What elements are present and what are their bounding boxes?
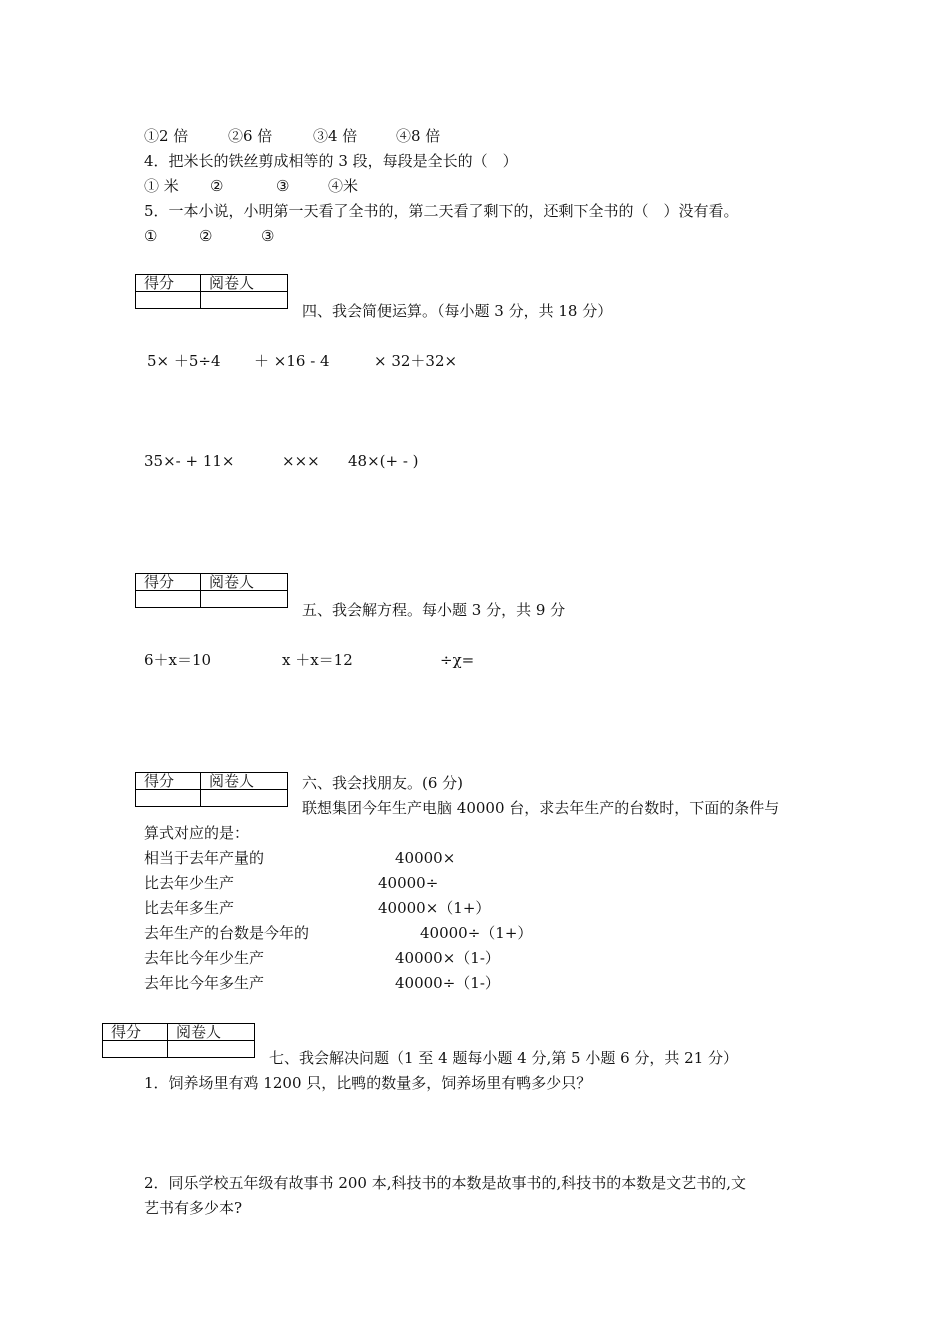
section7-question-1: 1．饲养场里有鸡 1200 只，比鸭的数量多，饲养场里有鸭多少只？ (144, 1074, 592, 1092)
q4-question: 4．把米长的铁丝剪成相等的 3 段，每段是全长的（ ） (144, 152, 518, 170)
section5-equation-2: x ＋x＝12 (282, 651, 353, 669)
section6-title: 六、我会找朋友。(6 分) (302, 774, 464, 792)
score-box-section5 (135, 573, 288, 608)
reviewer-cell (201, 591, 288, 608)
score-cell (103, 1041, 168, 1058)
reviewer-cell (201, 292, 288, 309)
section7-title: 七、我会解决问题（1 至 4 题每小题 4 分,第 5 小题 6 分，共 21 分） (269, 1049, 739, 1067)
q5-question: 5．一本小说，小明第一天看了全书的，第二天看了剩下的，还剩下全书的（ ）没有看。 (144, 202, 739, 220)
section5-title: 五、我会解方程。每小题 3 分，共 9 分 (302, 601, 566, 619)
q4-option-1: ① 米 (144, 177, 179, 195)
section6-formula-4: 40000÷（1+） (420, 924, 533, 942)
score-box-section6 (135, 772, 288, 807)
section4-title: 四、我会简便运算。（每小题 3 分，共 18 分） (302, 302, 613, 320)
q3-option-3: ③4 倍 (313, 127, 358, 145)
score-cell (136, 790, 201, 807)
section4-expr-3: × 32＋32× (374, 352, 458, 370)
reviewer-label: 阅卷人 (168, 1024, 255, 1041)
section7-question-2-line2: 艺书有多少本? (144, 1199, 243, 1217)
score-cell (136, 292, 201, 309)
q5-option-3: ③ (261, 227, 275, 245)
section4-expr-5: ××× (282, 452, 320, 470)
section6-condition-5: 去年比今年少生产 (144, 949, 265, 967)
section4-expr-1: 5× ＋5÷4 (147, 352, 221, 370)
reviewer-label: 阅卷人 (201, 773, 288, 790)
score-cell (136, 591, 201, 608)
q3-option-2: ②6 倍 (228, 127, 273, 145)
q4-option-4: ④米 (328, 177, 359, 195)
reviewer-label: 阅卷人 (201, 275, 288, 292)
section4-expr-2: ＋ ×16 - 4 (254, 352, 330, 370)
q5-option-2: ② (199, 227, 213, 245)
score-box-section7 (102, 1023, 255, 1058)
score-label: 得分 (136, 275, 201, 292)
score-label: 得分 (103, 1024, 168, 1041)
section4-expr-4: 35×- + 11× (144, 452, 235, 470)
reviewer-label: 阅卷人 (201, 574, 288, 591)
score-label: 得分 (136, 773, 201, 790)
section6-formula-3: 40000×（1+） (378, 899, 491, 917)
section6-condition-3: 比去年多生产 (144, 899, 235, 917)
section6-formula-5: 40000×（1-） (395, 949, 500, 967)
section5-equation-1: 6＋x＝10 (144, 651, 212, 669)
score-label: 得分 (136, 574, 201, 591)
reviewer-cell (201, 790, 288, 807)
q5-option-1: ① (144, 227, 158, 245)
section6-intro-line1: 联想集团今年生产电脑 40000 台，求去年生产的台数时，下面的条件与 (302, 799, 780, 817)
section6-condition-2: 比去年少生产 (144, 874, 235, 892)
section5-equation-3: ÷χ= (440, 651, 475, 669)
section6-intro-line2: 算式对应的是： (144, 824, 250, 842)
section6-condition-4: 去年生产的台数是今年的 (144, 924, 310, 942)
q3-option-4: ④8 倍 (396, 127, 441, 145)
section6-formula-6: 40000÷（1-） (395, 974, 500, 992)
section6-condition-1: 相当于去年产量的 (144, 849, 265, 867)
q3-option-1: ①2 倍 (144, 127, 189, 145)
q4-option-2: ② (210, 177, 224, 195)
section7-question-2-line1: 2．同乐学校五年级有故事书 200 本,科技书的本数是故事书的,科技书的本数是文艺书的,文 (144, 1174, 747, 1192)
section4-expr-6: 48×(+ - ) (348, 452, 419, 470)
section6-formula-2: 40000÷ (378, 874, 439, 892)
section6-formula-1: 40000× (395, 849, 456, 867)
section6-condition-6: 去年比今年多生产 (144, 974, 265, 992)
q4-option-3: ③ (276, 177, 290, 195)
score-box-section4 (135, 274, 288, 309)
reviewer-cell (168, 1041, 255, 1058)
